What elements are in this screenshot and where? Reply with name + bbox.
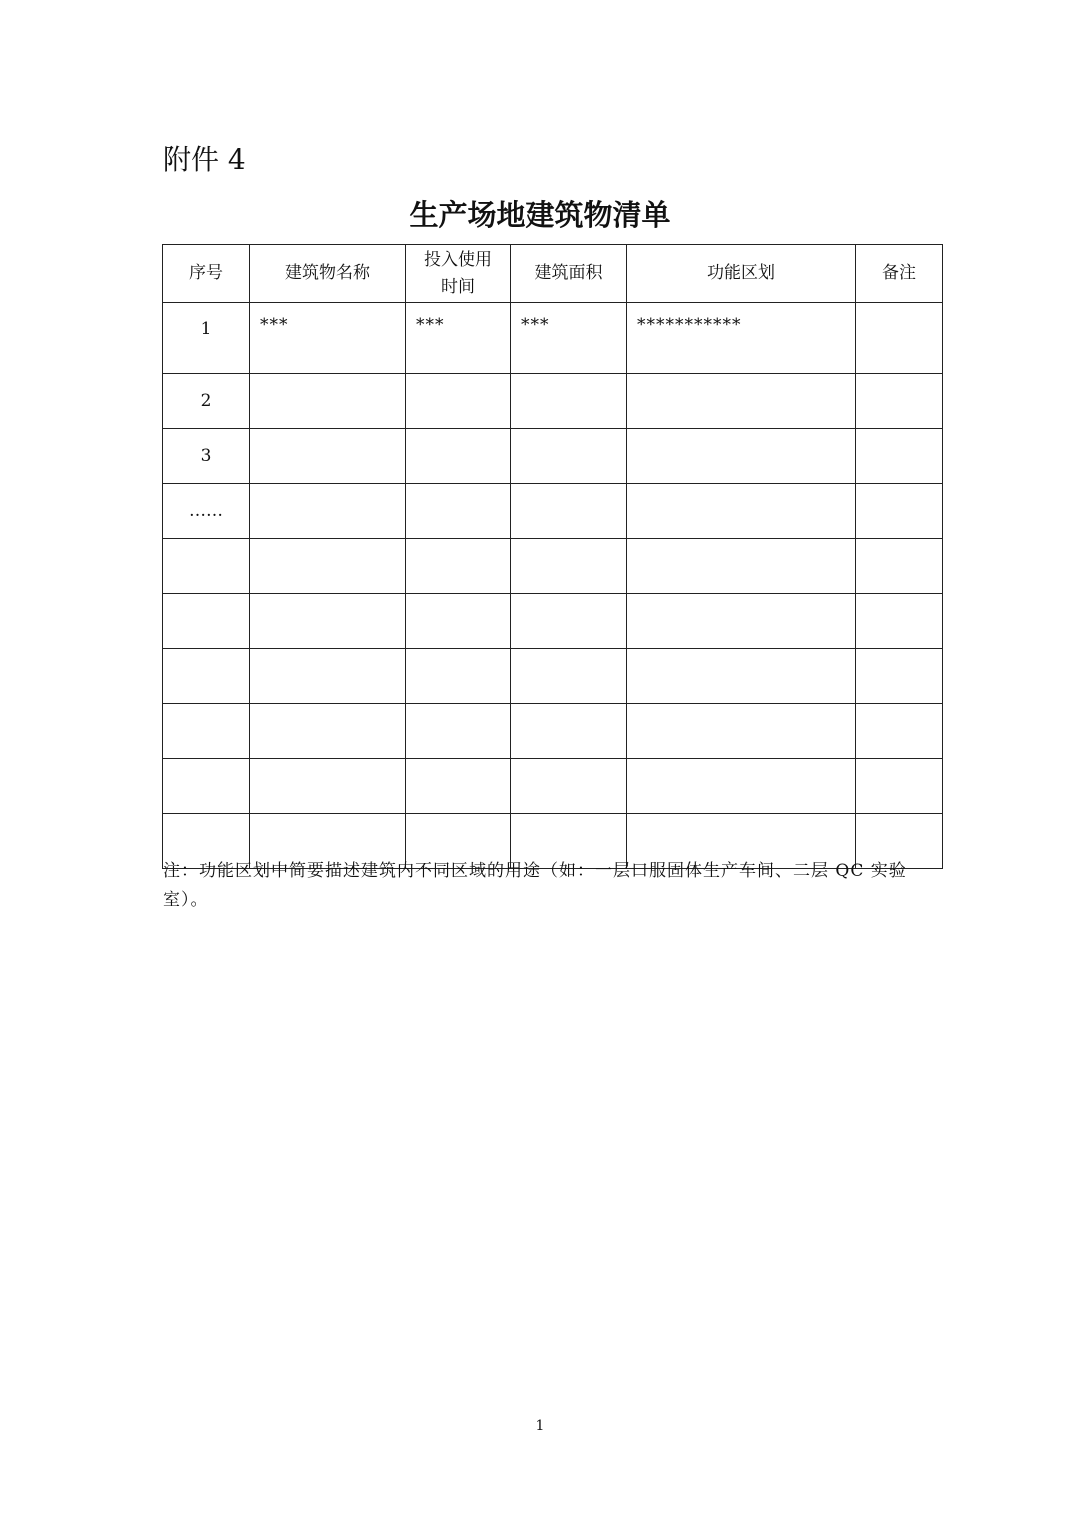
cell-building-area	[511, 594, 627, 649]
header-in-use-time-label: 投入使用时间	[424, 249, 492, 297]
table-footnote: 注：功能区划中简要描述建筑内不同区域的用途（如：一层口服固体生产车间、二层 QC 实验室）。	[163, 861, 907, 910]
table-row	[163, 704, 943, 759]
table-header-row	[163, 245, 943, 303]
cell-building-name	[250, 539, 406, 594]
header-functional-zoning: 功能区划	[627, 245, 856, 303]
cell-seq	[163, 649, 250, 704]
cell-building-area	[511, 539, 627, 594]
cell-in-use-time	[406, 594, 511, 649]
cell-remark	[856, 429, 943, 484]
cell-building-area	[511, 649, 627, 704]
table-row	[163, 539, 943, 594]
cell-building-name	[250, 649, 406, 704]
cell-seq: 2	[163, 374, 250, 429]
cell-building-area: ***	[511, 303, 627, 374]
cell-building-area	[511, 704, 627, 759]
table-row	[163, 594, 943, 649]
cell-remark	[856, 594, 943, 649]
cell-remark	[856, 649, 943, 704]
cell-functional-zoning	[627, 429, 856, 484]
cell-building-name	[250, 704, 406, 759]
header-building-name: 建筑物名称	[250, 245, 406, 303]
cell-building-name: ***	[250, 303, 406, 374]
cell-seq	[163, 759, 250, 814]
cell-in-use-time	[406, 704, 511, 759]
cell-building-name	[250, 484, 406, 539]
cell-building-name	[250, 759, 406, 814]
table-row	[163, 484, 943, 539]
header-in-use-time	[406, 245, 511, 303]
header-building-area: 建筑面积	[511, 245, 627, 303]
header-remark: 备注	[856, 245, 943, 303]
cell-in-use-time	[406, 484, 511, 539]
cell-building-area	[511, 484, 627, 539]
cell-seq: ……	[163, 484, 250, 539]
header-seq: 序号	[163, 245, 250, 303]
cell-building-name	[250, 374, 406, 429]
building-list-table	[162, 244, 943, 869]
cell-functional-zoning	[627, 374, 856, 429]
cell-functional-zoning	[627, 704, 856, 759]
cell-remark	[856, 539, 943, 594]
cell-remark	[856, 759, 943, 814]
cell-seq	[163, 704, 250, 759]
attachment-label: 附件 4	[163, 143, 246, 176]
cell-seq	[163, 539, 250, 594]
cell-building-area	[511, 374, 627, 429]
cell-functional-zoning	[627, 759, 856, 814]
page-number: 1	[535, 1418, 545, 1434]
cell-building-name	[250, 594, 406, 649]
cell-functional-zoning	[627, 649, 856, 704]
cell-functional-zoning	[627, 484, 856, 539]
table-row	[163, 374, 943, 429]
cell-building-area	[511, 429, 627, 484]
table-row	[163, 759, 943, 814]
cell-functional-zoning	[627, 539, 856, 594]
cell-in-use-time	[406, 539, 511, 594]
cell-functional-zoning	[627, 594, 856, 649]
table-row	[163, 429, 943, 484]
cell-in-use-time	[406, 374, 511, 429]
cell-in-use-time: ***	[406, 303, 511, 374]
cell-in-use-time	[406, 649, 511, 704]
cell-remark	[856, 374, 943, 429]
cell-in-use-time	[406, 759, 511, 814]
table-row	[163, 649, 943, 704]
cell-in-use-time	[406, 429, 511, 484]
cell-remark	[856, 484, 943, 539]
cell-seq: 1	[163, 303, 250, 374]
cell-seq: 3	[163, 429, 250, 484]
cell-remark	[856, 303, 943, 374]
cell-remark	[856, 704, 943, 759]
cell-functional-zoning: ***********	[627, 303, 856, 374]
cell-building-area	[511, 759, 627, 814]
table-row	[163, 303, 943, 374]
document-title: 生产场地建筑物清单	[409, 198, 671, 232]
cell-seq	[163, 594, 250, 649]
cell-building-name	[250, 429, 406, 484]
